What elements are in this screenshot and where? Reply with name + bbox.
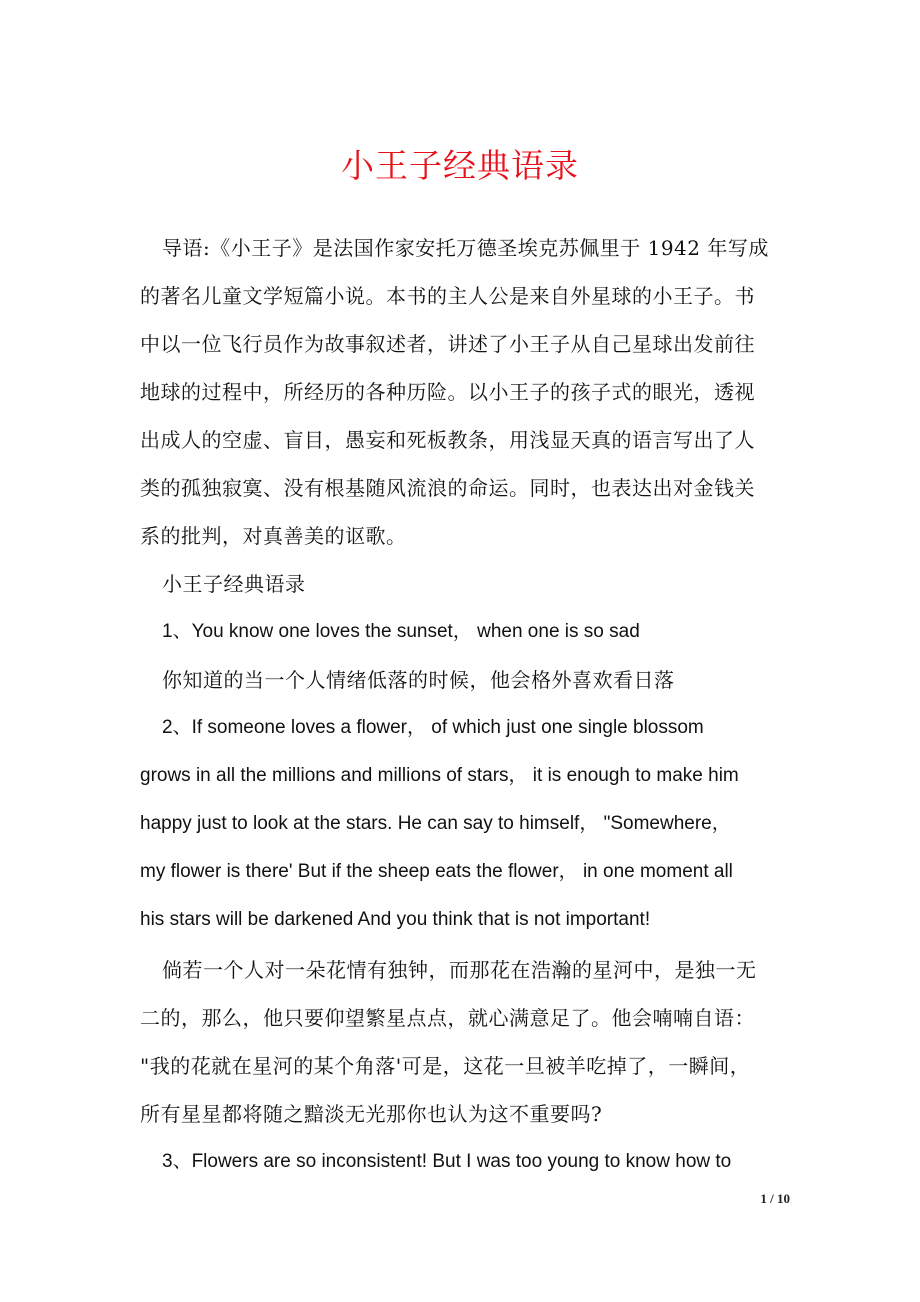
quote-2-chinese-line-2: 二的，那么，他只要仰望繁星点点，就心满意足了。他会喃喃自语：	[140, 1006, 755, 1030]
intro-line-4: 地球的过程中，所经历的各种历险。以小王子的孩子式的眼光，透视	[140, 380, 755, 404]
intro-line-5: 出成人的空虚、盲目，愚妄和死板教条，用浅显天真的语言写出了人	[140, 428, 755, 452]
quote-2-chinese-line-3: "我的花就在星河的某个角落'可是，这花一旦被羊吃掉了，一瞬间，	[140, 1054, 751, 1078]
document-title: 小王子经典语录	[341, 146, 579, 185]
quote-2-english-line-3: happy just to look at the stars. He can say to himself， "Somewhere，	[140, 813, 731, 834]
quote-3-english-line-1: 3、Flowers are so inconsistent! But I was too young to know how to	[162, 1151, 732, 1172]
quote-2-english-line-4: my flower is there' But if the sheep eats the flower， in one moment all	[140, 861, 733, 882]
quote-2-chinese-line-4: 所有星星都将随之黯淡无光那你也认为这不重要吗?	[140, 1102, 603, 1126]
intro-line-7: 系的批判，对真善美的讴歌。	[140, 524, 407, 548]
quote-1-english: 1、You know one loves the sunset， when one is so sad	[162, 621, 640, 642]
quote-1-chinese: 你知道的当一个人情绪低落的时候，他会格外喜欢看日落	[162, 668, 675, 692]
quote-2-english-line-5: his stars will be darkened And you think that is not important!	[140, 909, 651, 930]
intro-line-2: 的著名儿童文学短篇小说。本书的主人公是来自外星球的小王子。书	[140, 284, 755, 308]
quote-2-chinese-line-1: 倘若一个人对一朵花情有独钟，而那花在浩瀚的星河中，是独一无	[162, 958, 757, 982]
intro-line-6: 类的孤独寂寞、没有根基随风流浪的命运。同时，也表达出对金钱关	[140, 476, 755, 500]
quote-2-english-line-2: grows in all the millions and millions of stars， it is enough to make him	[140, 765, 739, 786]
quote-2-english-line-1: 2、If someone loves a flower， of which just one single blossom	[162, 717, 704, 738]
intro-line-1: 导语:《小王子》是法国作家安托万德圣埃克苏佩里于 1942 年写成	[162, 236, 769, 260]
intro-line-3: 中以一位飞行员作为故事叙述者，讲述了小王子从自己星球出发前往	[140, 332, 755, 356]
page-number: 1 / 10	[760, 1191, 790, 1206]
section-heading: 小王子经典语录	[162, 572, 306, 596]
